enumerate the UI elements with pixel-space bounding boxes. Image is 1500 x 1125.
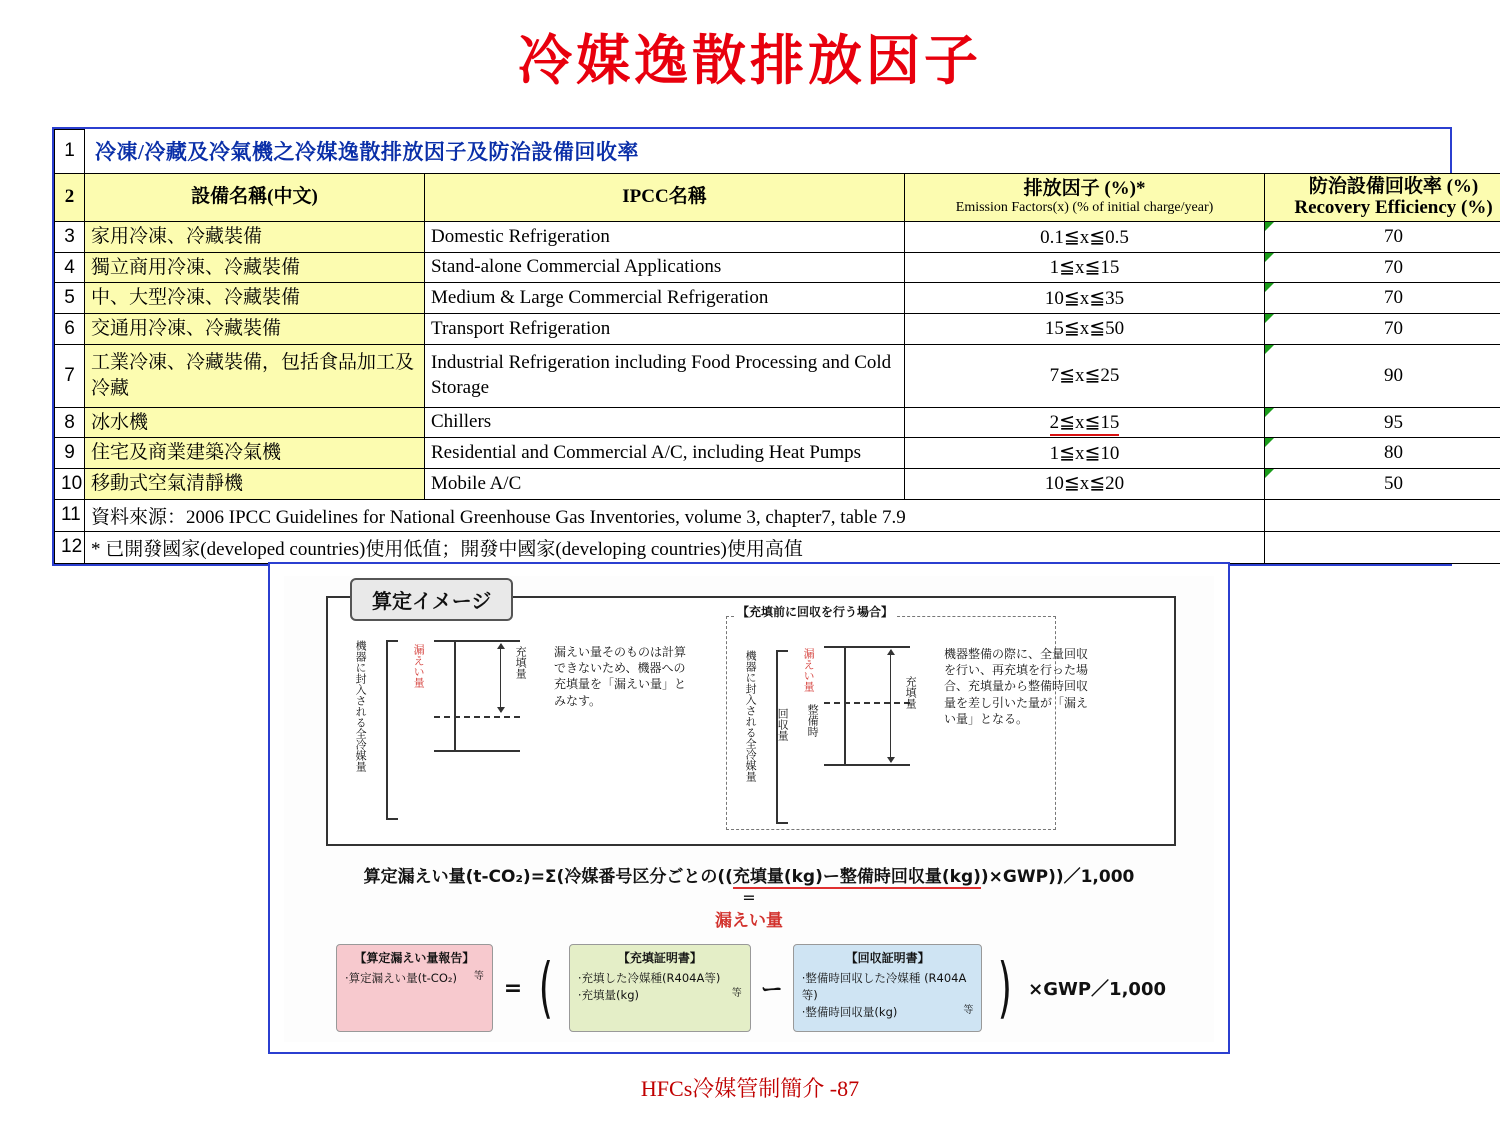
note-blank (1265, 499, 1500, 531)
formula-equals: = (742, 888, 756, 907)
fill-certificate-tail: 等 (731, 988, 742, 1000)
source-note: 資料來源：2006 IPCC Guidelines for National Greenhouse Gas Inventories, volume 3, chapter7, table 7.9 (85, 499, 1265, 531)
equals-operator: = (503, 975, 523, 1001)
recovery-value (1265, 469, 1500, 500)
recovery-certificate-line2: ·整備時回収量(kg) (801, 1004, 898, 1019)
table-row (55, 283, 1500, 314)
comment-marker-icon (1265, 314, 1274, 323)
column-header-recovery (1265, 173, 1500, 222)
equipment-name-cn: 交通用冷凍、冷藏裝備 (85, 314, 425, 345)
column-header-cn: 設備名稱(中文) (85, 173, 425, 222)
equipment-name-cn: 中、大型冷凍、冷藏裝備 (85, 283, 425, 314)
left-brace (386, 640, 398, 820)
fill-certificate-box (569, 944, 751, 1032)
emission-factor-value: 1≦x≦15 (905, 252, 1265, 283)
note-blank (1265, 531, 1500, 563)
equipment-name-cn: 家用冷凍、冷藏裝備 (85, 222, 425, 253)
right-dash-line (824, 702, 910, 704)
recovery-value-text: 80 (1384, 442, 1404, 464)
row-number: 5 (55, 283, 85, 314)
row-number: 3 (55, 222, 85, 253)
recovery-value-text: 90 (1384, 364, 1404, 386)
formula-highlight: 充填量(kg)ー整備時回収量(kg) (732, 867, 981, 887)
equipment-name-ipcc: Stand-alone Commercial Applications (425, 252, 905, 283)
recovery-certificate-line1: ·整備時回収した冷媒種 (R404A等) (801, 971, 967, 1003)
left-bottom-line (434, 750, 520, 752)
recovery-value (1265, 438, 1500, 469)
table-note-row (55, 499, 1500, 531)
recovery-certificate-tail: 等 (963, 1004, 974, 1016)
right-bottom-line (824, 764, 910, 766)
emission-factor-table (52, 127, 1493, 566)
right-recover-label: 回収量 (776, 708, 790, 741)
comment-marker-icon (1265, 253, 1274, 262)
emission-factor-value: 10≦x≦35 (905, 283, 1265, 314)
page-title: 冷媒逸散排放因子 (518, 31, 982, 91)
emission-factor-value: 1≦x≦10 (905, 438, 1265, 469)
emission-factor-value: 10≦x≦20 (905, 469, 1265, 500)
footer-text: HFCs冷媒管制簡介 -87 (640, 1076, 860, 1101)
equipment-name-ipcc: Residential and Commercial A/C, including Heat Pumps (425, 438, 905, 469)
row-number: 11 (55, 499, 85, 531)
row-number: 10 (55, 469, 85, 500)
right-fill-label: 充填量 (904, 676, 918, 709)
recovery-value-text: 70 (1384, 287, 1404, 309)
footnote: * 已開發國家(developed countries)使用低值；開發中國家(developing countries)使用高值 (85, 531, 1265, 563)
figure-diagram-box (326, 589, 1176, 846)
row-number: 6 (55, 314, 85, 345)
table-row (55, 314, 1500, 345)
fill-certificate-head: 【充填証明書】 (617, 951, 702, 965)
recovery-value-text: 70 (1384, 317, 1404, 339)
equipment-name-ipcc: Mobile A/C (425, 469, 905, 500)
formula-suffix: )×GWP))／1,000 (980, 867, 1135, 887)
calculation-image-panel (268, 562, 1230, 1054)
row-number: 9 (55, 438, 85, 469)
column-header-recovery-main: 防治設備回收率 (%) (1308, 175, 1479, 197)
report-box-line1: ·算定漏えい量(t-CO₂) (345, 971, 457, 986)
table-row (55, 438, 1500, 469)
left-dash-line (434, 716, 520, 718)
comment-marker-icon (1265, 222, 1274, 231)
formula-prefix: 算定漏えい量(t-CO₂)=Σ(冷媒番号区分ごとの(( (363, 867, 733, 887)
recovery-value (1265, 344, 1500, 407)
emission-factor-value: 15≦x≦50 (905, 314, 1265, 345)
left-top-line (434, 640, 520, 642)
left-note: 漏えい量そのものは計算できないため、機器への充填量を「漏えい量」とみなす。 (554, 645, 687, 708)
column-header-ipcc: IPCC名稱 (425, 173, 905, 222)
fill-certificate-line2: ·充填量(kg) (577, 988, 639, 1003)
table-row (55, 469, 1500, 500)
table-row (55, 344, 1500, 407)
report-box-tail: 等 (473, 971, 484, 983)
table-row (55, 252, 1500, 283)
comment-marker-icon (1265, 345, 1274, 354)
equipment-name-ipcc: Domestic Refrigeration (425, 222, 905, 253)
equipment-name-cn: 工業冷凍、冷藏裝備，包括食品加工及冷藏 (85, 344, 425, 407)
right-note: 機器整備の際に、全量回収を行い、再充填を行った場合、充填量から整備時回収量を差し引いた量が「漏えい量」となる。 (944, 647, 1089, 726)
row-number: 7 (55, 344, 85, 407)
left-total-charge-label: 機器に封入される全冷媒量 (354, 640, 368, 772)
comment-marker-icon (1265, 283, 1274, 292)
row-number: 4 (55, 252, 85, 283)
recovery-value (1265, 283, 1500, 314)
row-number: 2 (55, 173, 85, 222)
equipment-name-ipcc: Transport Refrigeration (425, 314, 905, 345)
report-box (336, 944, 493, 1032)
emission-factor-value: 0.1≦x≦0.5 (905, 222, 1265, 253)
fill-certificate-line1: ·充填した冷媒種(R404A等) (577, 971, 721, 986)
certificate-boxes: 【算定漏えい量報告】 ·算定漏えい量(t-CO₂) 等 = ( 【充填証明書】 ·充填した冷媒種(R404A等) ·充填量(kg) 等 ー 【回収証明書】 ·整備時回収した冷媒種 (R404A等) ·整備時回収量(kg) 等 ) ×GWP／1,000 (336, 942, 1166, 1034)
recovery-value-text: 70 (1384, 256, 1404, 278)
comment-marker-icon (1265, 408, 1274, 417)
column-header-recovery-sub: Recovery Efficiency (%) (1294, 197, 1493, 219)
minus-operator: ー (760, 977, 783, 1003)
report-box-head: 【算定漏えい量報告】 (354, 951, 475, 965)
right-leak-label: 漏えい量 (802, 648, 816, 692)
column-header-emission-factor (905, 173, 1265, 222)
recovery-certificate-box (793, 944, 983, 1032)
table-row (55, 407, 1500, 438)
recovery-value-text: 95 (1384, 411, 1404, 433)
table-banner-row (55, 130, 1500, 174)
right-top-line (824, 646, 910, 648)
table-banner-blank (1265, 130, 1500, 174)
right-bar-line (844, 646, 846, 764)
left-fill-arrow-icon (500, 644, 501, 712)
recovery-value-text: 50 (1384, 472, 1404, 494)
comment-marker-icon (1265, 469, 1274, 478)
equipment-name-ipcc: Medium & Large Commercial Refrigeration (425, 283, 905, 314)
row-number: 12 (55, 531, 85, 563)
left-bar-line (454, 640, 456, 750)
figure-inner (284, 576, 1214, 1042)
recovery-value (1265, 252, 1500, 283)
formula-line (284, 862, 1214, 887)
recovery-value-text: 70 (1384, 226, 1404, 247)
formula-leak-label: 漏えい量 (715, 911, 783, 931)
gwp-multiplier: ×GWP／1,000 (1028, 979, 1166, 1000)
equipment-name-cn: 獨立商用冷凍、冷藏裝備 (85, 252, 425, 283)
right-fill-arrow-icon (890, 650, 891, 762)
left-leak-label: 漏えい量 (412, 644, 426, 688)
comment-marker-icon (1265, 438, 1274, 447)
right-maintenance-label: 整備時 (806, 704, 820, 737)
equipment-name-ipcc: Industrial Refrigeration including Food Processing and Cold Storage (425, 344, 905, 407)
equipment-name-cn: 冰水機 (85, 407, 425, 438)
emission-factor-value: 7≦x≦25 (905, 344, 1265, 407)
column-header-emission-factor-main: 排放因子 (%)* (1023, 178, 1146, 200)
recovery-value (1265, 314, 1500, 345)
left-fill-label: 充填量 (514, 646, 528, 679)
row-number: 8 (55, 407, 85, 438)
table-header-row (55, 173, 1500, 222)
equipment-name-cn: 住宅及商業建築冷氣機 (85, 438, 425, 469)
right-total-charge-label: 機器に封入される全冷媒量 (744, 650, 758, 782)
row-number: 1 (55, 130, 85, 174)
column-header-emission-factor-sub: Emission Factors(x) (% of initial charge/year) (955, 200, 1214, 216)
table-note-row (55, 531, 1500, 563)
right-dash-title: 【充填前に回収を行う場合】 (734, 604, 896, 620)
emission-factor-value (905, 407, 1265, 438)
recovery-value (1265, 222, 1500, 253)
recovery-certificate-head: 【回収証明書】 (845, 951, 930, 965)
table-row (55, 222, 1500, 253)
equipment-name-cn: 移動式空氣清靜機 (85, 469, 425, 500)
figure-badge: 算定イメージ (350, 578, 513, 621)
recovery-value (1265, 407, 1500, 438)
equipment-name-ipcc: Chillers (425, 407, 905, 438)
emission-factor-value-text: 2≦x≦15 (1050, 412, 1120, 436)
table-banner-text: 冷凍/冷藏及冷氣機之冷媒逸散排放因子及防治設備回收率 (85, 130, 1265, 174)
